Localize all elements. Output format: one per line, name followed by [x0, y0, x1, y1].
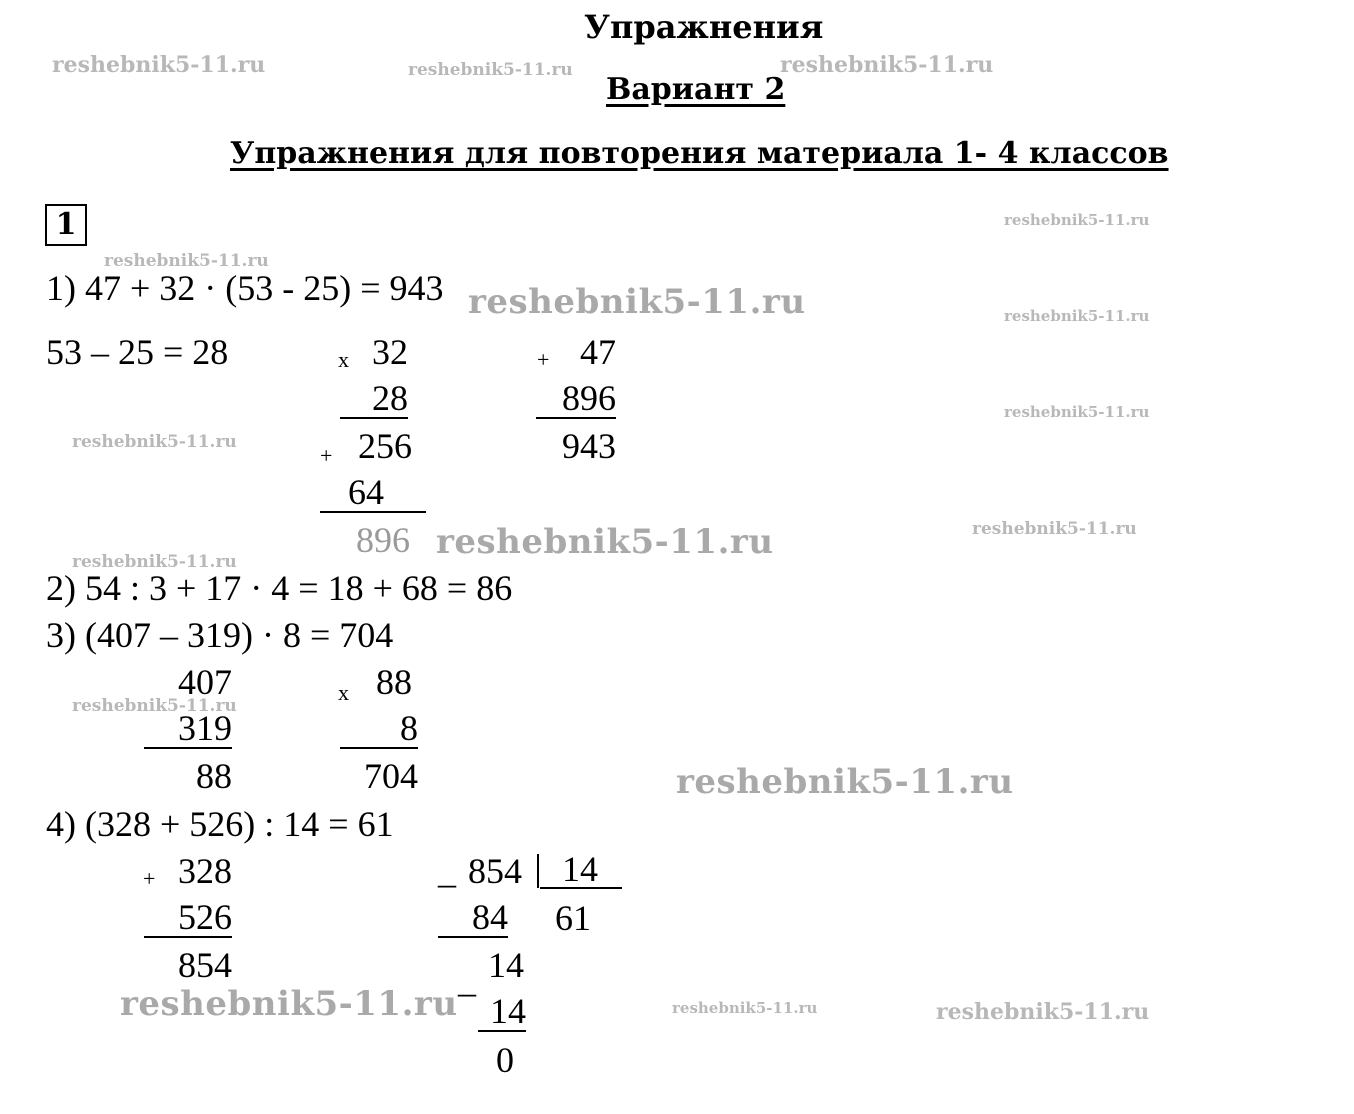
task4-div-minus2: _	[458, 960, 476, 1000]
task4-add-a: 328	[178, 851, 232, 891]
watermark: reshebnik5-11.ru	[408, 60, 573, 80]
task4-add-b: 526	[144, 898, 232, 938]
watermark: reshebnik5-11.ru	[72, 432, 237, 452]
task1-mul-b: 28	[340, 379, 408, 419]
task1-expression: 1) 47 + 32 · (53 - 25) = 943	[46, 268, 444, 308]
task4-div-rem1: 14	[488, 945, 524, 985]
task2-expression: 2) 54 : 3 + 17 · 4 = 18 + 68 = 86	[46, 568, 513, 608]
task3-sub-a: 407	[178, 662, 232, 702]
task4-div-dividend: 854	[468, 851, 522, 891]
section-subtitle: Упражнения для повторения материала 1- 4 классов	[230, 136, 1169, 171]
task4-expression: 4) (328 + 526) : 14 = 61	[46, 804, 394, 844]
task1-add-result: 943	[562, 426, 616, 466]
watermark: reshebnik5-11.ru	[676, 762, 1014, 802]
watermark: reshebnik5-11.ru	[72, 696, 237, 716]
watermark: reshebnik5-11.ru	[1004, 403, 1150, 421]
watermark: reshebnik5-11.ru	[468, 282, 806, 322]
watermark: reshebnik5-11.ru	[780, 52, 994, 78]
task1-add-a: 47	[580, 332, 616, 372]
task4-div-minus: _	[438, 851, 456, 891]
watermark: reshebnik5-11.ru	[120, 984, 458, 1024]
task3-sub-b: 319	[144, 709, 232, 749]
variant-heading: Вариант 2	[606, 72, 786, 107]
task1-mul-plus: +	[320, 443, 333, 468]
task4-div-sub2: 14	[478, 992, 526, 1032]
task3-mul-result: 704	[364, 756, 418, 796]
task3-expression: 3) (407 – 319) · 8 = 704	[46, 615, 394, 655]
watermark: reshebnik5-11.ru	[104, 251, 269, 271]
task4-div-rem2: 0	[496, 1040, 514, 1080]
task3-mul-sign: x	[338, 680, 349, 705]
task4-add-result: 854	[178, 945, 232, 985]
task1-mul-p2: 64	[320, 473, 426, 513]
task1-mul-a: 32	[372, 332, 408, 372]
watermark: reshebnik5-11.ru	[72, 552, 237, 572]
task3-sub-result: 88	[196, 756, 232, 796]
task4-div-sub1: 84	[438, 898, 508, 938]
task1-step1: 53 – 25 = 28	[46, 332, 229, 372]
watermark: reshebnik5-11.ru	[672, 999, 818, 1017]
task1-mul-result: 896	[356, 520, 410, 560]
watermark: reshebnik5-11.ru	[52, 52, 266, 78]
watermark: reshebnik5-11.ru	[436, 522, 774, 562]
task4-div-divisor: 14	[540, 851, 622, 889]
task4-div-quotient: 61	[555, 898, 591, 938]
task4-div-bar	[537, 854, 539, 888]
watermark: reshebnik5-11.ru	[972, 519, 1137, 539]
watermark: reshebnik5-11.ru	[936, 999, 1150, 1025]
task3-mul-b: 8	[340, 709, 418, 749]
watermark: reshebnik5-11.ru	[1004, 211, 1150, 229]
task4-add-sign: +	[143, 866, 156, 891]
task1-mul-sign: x	[338, 347, 349, 372]
page-title: Упражнения	[584, 8, 824, 46]
exercise-number-box: 1	[45, 204, 87, 246]
task3-mul-a: 88	[376, 662, 412, 702]
watermark: reshebnik5-11.ru	[1004, 307, 1150, 325]
task1-add-sign: +	[537, 347, 550, 372]
task1-mul-p1: 256	[358, 426, 412, 466]
task1-add-b: 896	[536, 379, 616, 419]
